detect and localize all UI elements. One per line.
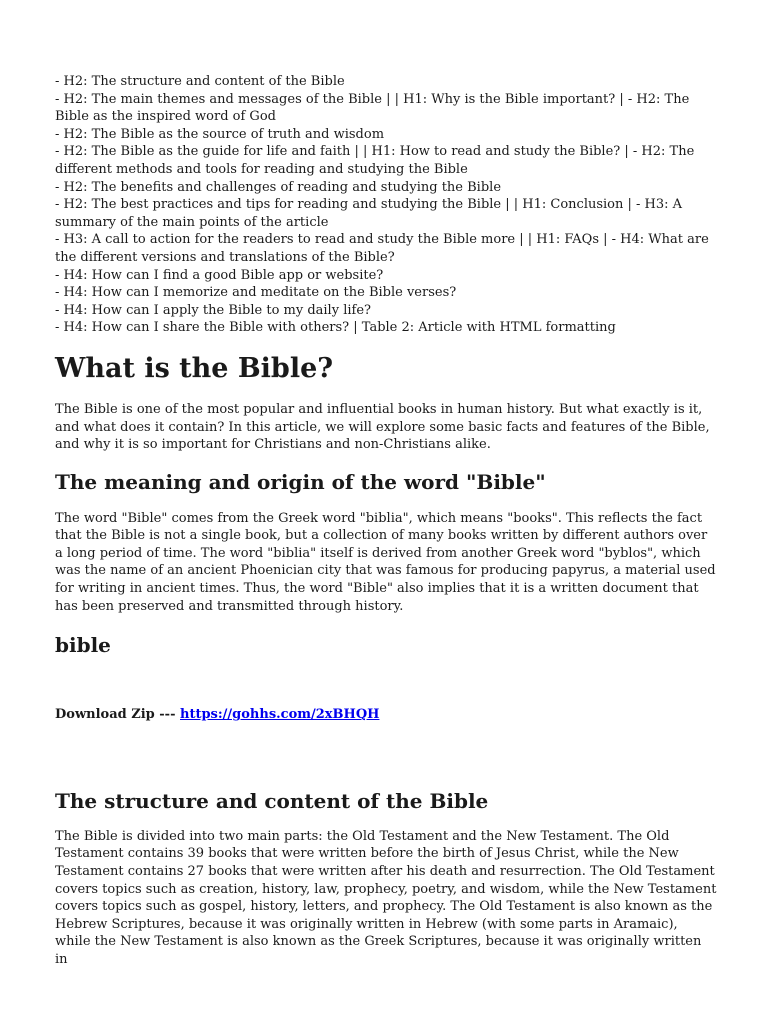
intro-paragraph: The Bible is one of the most popular and influential books in human history. But what exactly is it, and what does it contain? In this article, we will explore some basic facts and features of the Bible, and why it is so important for Christians and non-Christians alike. [55,401,710,453]
outline-line: - H2: The structure and content of the Bible [55,74,345,89]
outline-line: - H4: How can I find a good Bible app or website? [55,267,384,283]
outline-line: - H2: The benefits and challenges of reading and studying the Bible [55,179,502,195]
outline-line: - H2: The best practices and tips for reading and studying the Bible | | H1: Conclusion | - H3: A summary of the main points of the article [55,197,683,230]
meaning-paragraph: The word "Bible" comes from the Greek word "biblia", which means "books". This reflects the fact that the Bible is not a single book, but a collection of many books written by different authors over a long period of time. The word "biblia" itself is derived from another Greek word "byblos", which was the name of an ancient Phoenician city that was famous for producing papyrus, a material used for writing in ancient times. Thus, the word "Bible" also implies that it is a written document that has been preserved and transmitted through history. [55,510,716,614]
outline-line: - H3: A call to action for the readers to read and study the Bible more | | H1: FAQs | - H4: What are the different versions and translations of the Bible? [55,232,709,265]
structure-heading: The structure and content of the Bible [55,788,489,813]
outline-line: - H4: How can I apply the Bible to my daily life? [55,302,371,318]
outline-line: - H2: The Bible as the source of truth and wisdom [55,126,385,142]
meaning-heading: The meaning and origin of the word "Bible" [55,469,546,494]
article-title: What is the Bible? [55,352,334,384]
download-label: Download Zip --- [55,707,176,723]
bible-heading: bible [55,633,111,658]
outline-line: - H2: The main themes and messages of the Bible | | H1: Why is the Bible important? | - H2: The Bible as the inspired word of God [55,91,690,125]
outline-line: - H4: How can I memorize and meditate on the Bible verses? [55,285,457,301]
download-row [55,706,717,724]
download-link[interactable]: https://gohhs.com/2xBHQH [180,707,380,723]
outline-line: - H4: How can I share the Bible with others? | Table 2: Article with HTML formatting [55,320,616,336]
document-page [55,73,717,969]
structure-paragraph: The Bible is divided into two main parts: the Old Testament and the New Testament. The Old Testament contains 39 books that were written before the birth of Jesus Christ, while the New Testament contains 27 books that were written after his death and resurrection. The Old Testament covers topics such as creation, history, law, prophecy, poetry, and wisdom, while the New Testament covers topics such as gospel, history, letters, and prophecy. The Old Testament is also known as the Hebrew Scriptures, because it was originally written in Hebrew (with some parts in Aramaic), while the New Testament is also known as the Greek Scriptures, because it was originally written in [55,828,717,967]
outline-list [55,73,717,337]
outline-line: - H2: The Bible as the guide for life and faith | | H1: How to read and study the Bible? | - H2: The different methods and tools for reading and studying the Bible [55,144,695,177]
